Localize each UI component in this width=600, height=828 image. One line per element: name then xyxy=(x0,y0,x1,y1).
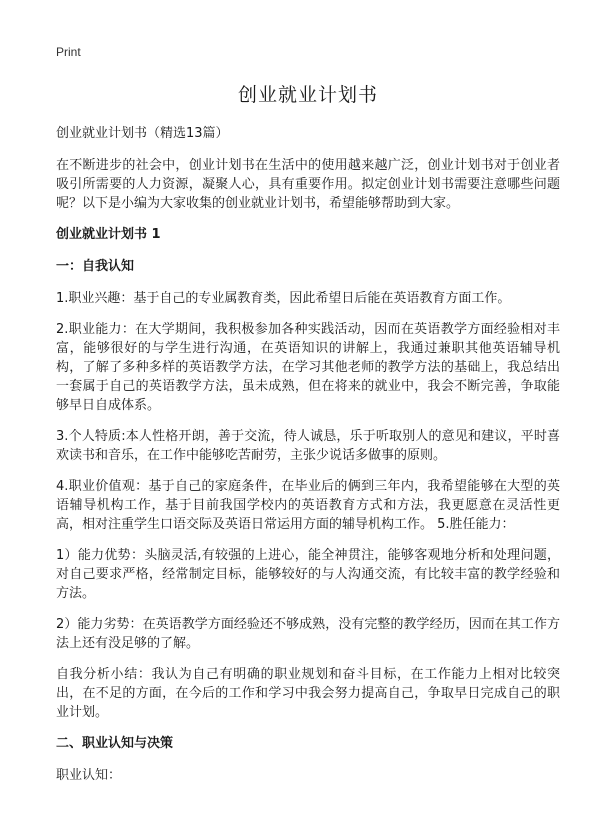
paragraph-career-values: 4.职业价值观：基于自己的家庭条件，在毕业后的俩到三年内，我希望能够在大型的英语辅导机构工作，基于目前我国学校内的英语教育方式和方法，我更愿意在灵活性更高，相对注重学生口语交际及英语日常运用方面的辅导机构工作。 5.胜任能力： xyxy=(56,479,560,532)
paragraph-career-ability: 2.职业能力：在大学期间，我积极参加各种实践活动，因而在英语教学方面经验相对丰富，能够很好的与学生进行沟通，在英语知识的讲解上，我通过兼职其他英语辅导机构，了解了多种多样的英语教学方法，在学习其他老师的教学方法的基础上，我总结出一套属于自己的英语教学方法，虽未成熟，但在将来的就业中，我会不断完善，争取能够早日自成体系。 xyxy=(56,322,560,413)
paragraph-weaknesses: 2）能力劣势：在英语教学方面经验还不够成熟，没有完整的教学经历，因而在其工作方法上还有没足够的了解。 xyxy=(56,617,560,651)
section-title: 创业就业计划书 1 xyxy=(56,227,161,242)
paragraph-career-interest: 1.职业兴趣：基于自己的专业属教育类，因此希望日后能在英语教育方面工作。 xyxy=(56,291,511,306)
intro-paragraph: 在不断进步的社会中，创业计划书在生活中的使用越来越广泛，创业计划书对于创业者吸引所需要的人力资源，凝聚人心，具有重要作用。拟定创业计划书需要注意哪些问题呢？以下是小编为大家收集的创业就业计划书，希望能够帮助到大家。 xyxy=(56,158,560,211)
print-label[interactable]: Print xyxy=(56,45,81,59)
document-title: 创业就业计划书 xyxy=(237,84,378,106)
document-subtitle: 创业就业计划书（精选13篇） xyxy=(56,126,229,141)
paragraph-personal-traits: 3.个人特质:本人性格开朗，善于交流，待人诚恳，乐于听取别人的意见和建议，平时喜欢读书和音乐，在工作中能够吃苦耐劳，主张少说话多做事的原则。 xyxy=(56,429,560,463)
paragraph-strengths: 1）能力优势：头脑灵活,有较强的上进心，能全神贯注，能够客观地分析和处理问题，对自己要求严格，经常制定目标，能够较好的与人沟通交流，有比较丰富的教学经验和方法。 xyxy=(56,548,560,601)
paragraph-self-analysis: 自我分析小结：我认为自己有明确的职业规划和奋斗目标，在工作能力上相对比较突出，在不足的方面，在今后的工作和学习中我会努力提高自己，争取早日完成自己的职业计划。 xyxy=(56,667,560,720)
part1-heading: 一：自我认知 xyxy=(56,259,135,274)
part2-heading: 二、职业认知与决策 xyxy=(56,736,174,751)
career-cognition-label: 职业认知： xyxy=(56,768,122,783)
